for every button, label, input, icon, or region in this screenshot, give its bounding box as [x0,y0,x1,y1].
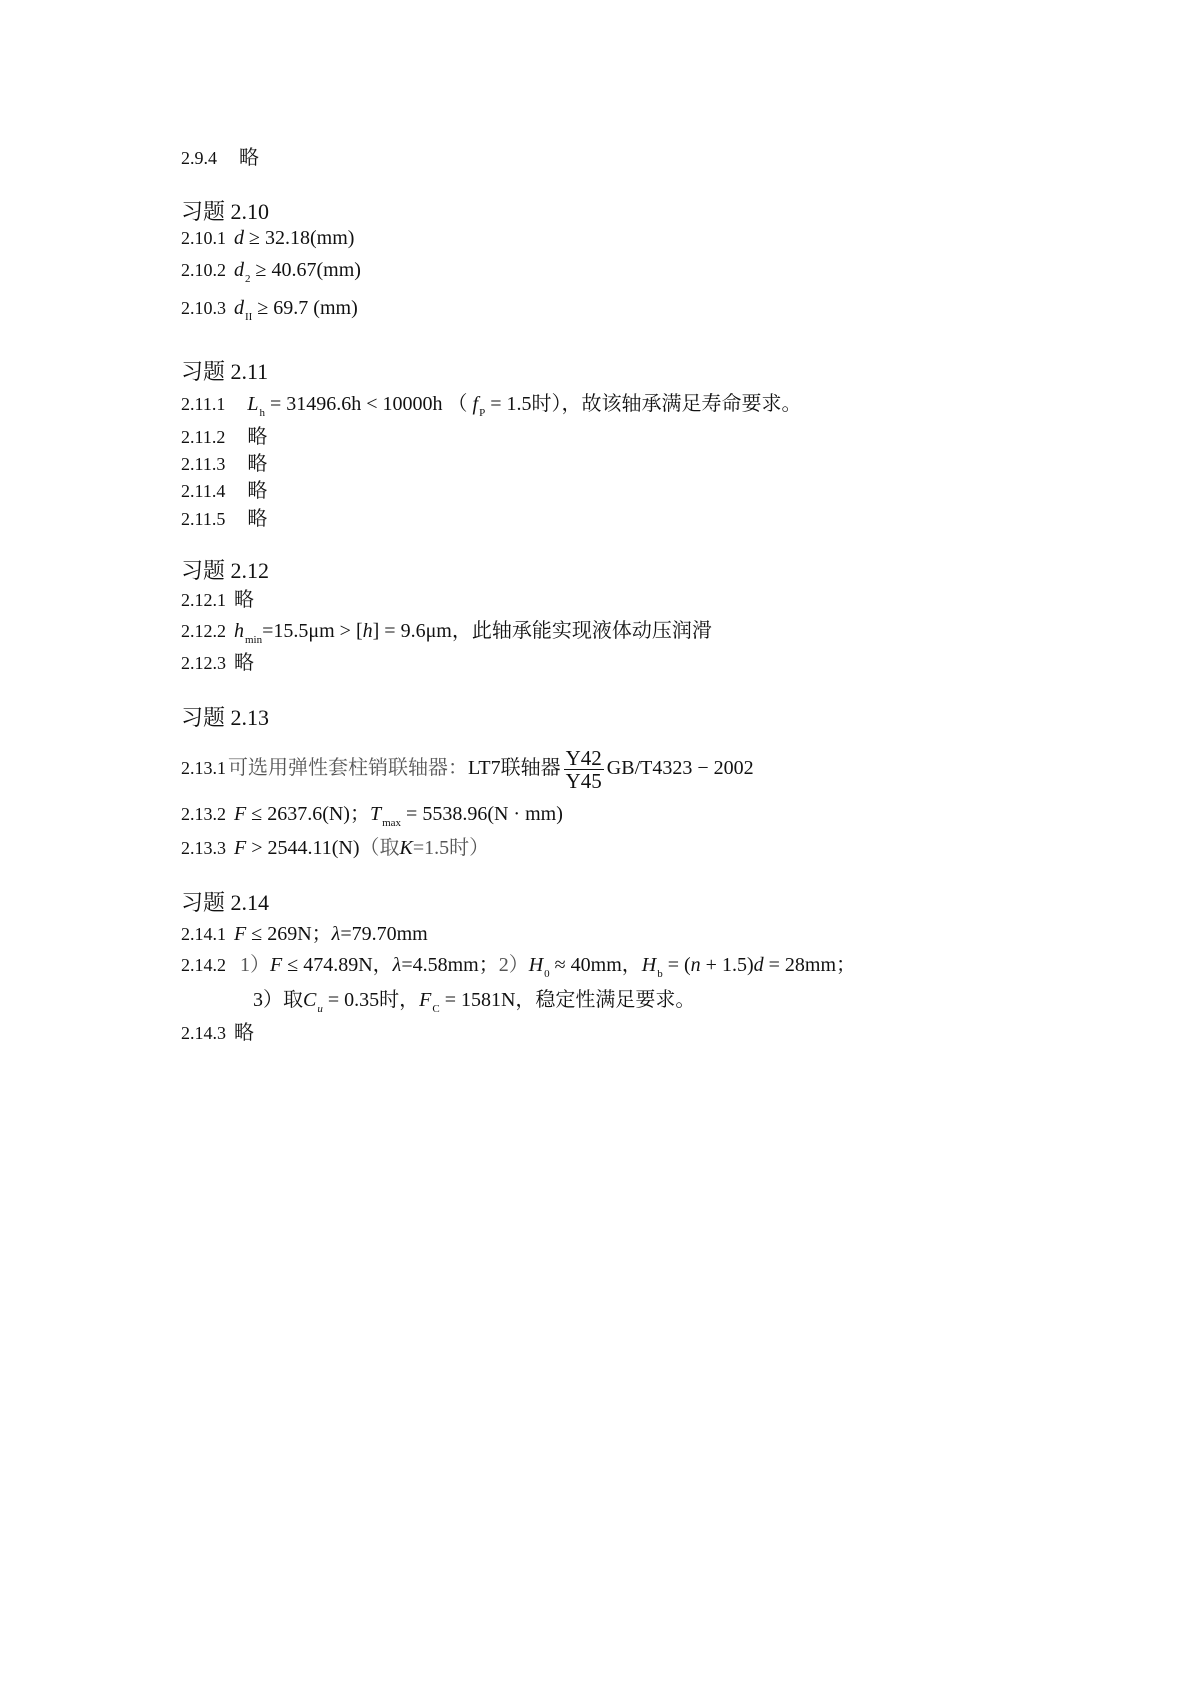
subscript: C [432,1003,440,1015]
var: H [641,954,657,976]
var: F [234,837,247,859]
subscript: P [479,407,486,419]
relation: =4.58mm； [401,954,499,976]
part-label: 1） [240,954,270,976]
item-number: 2.10.3 [181,298,226,318]
section-heading-2-11: 习题 2.11 [181,359,269,384]
item-number: 2.14.3 [181,1023,226,1043]
relation: ≤ 269N； [246,923,332,945]
subscript: b [657,968,663,980]
subscript: min [245,634,263,646]
item-number: 2.12.2 [181,621,226,641]
item-number: 2.13.2 [181,804,226,824]
relation: = 1.5时），故该轴承满足寿命要求。 [485,393,802,415]
item-2-11-3 [181,452,267,476]
item-2-12-3 [181,651,254,675]
item-text: 略 [234,589,254,611]
var: F [270,954,283,976]
fraction-bottom: Y45 [565,768,602,793]
item-2-14-3 [181,1021,254,1045]
item-2-13-1 [181,740,754,796]
var: F [419,989,432,1011]
var: f [472,393,479,415]
item-2-14-1 [181,922,428,946]
var: H [528,954,544,976]
label: 可选用弹性套柱销联轴器： [228,757,468,779]
var: d [234,297,244,319]
item-number: 2.14.2 [181,955,226,975]
subscript: max [382,817,402,829]
relation: = 31496.6h < 10000h （ [264,393,473,415]
item-number: 2.13.3 [181,838,226,858]
subscript: II [245,311,253,323]
coupling-model: LT7联轴器 [468,757,561,779]
var: λ [331,923,341,945]
fraction [564,747,604,792]
item-2-11-4 [181,479,267,503]
var: λ [392,954,402,976]
note: （取 [359,837,400,859]
item-2-12-1 [181,588,254,612]
item-2-11-5 [181,507,267,531]
relation: ] = 9.6μm，此轴承能实现液体动压润滑 [372,620,712,642]
relation: > 2544.11(N) [246,837,360,859]
part-label: 3）取 [253,989,303,1011]
item-number: 2.11.3 [181,454,226,474]
var: d [234,227,244,249]
item-number: 2.12.1 [181,590,226,610]
item-2-14-2 [181,953,856,980]
section-heading-2-14: 习题 2.14 [181,890,270,915]
item-text: 略 [247,480,268,502]
relation: ≤ 2637.6(N)； [246,803,370,825]
relation: ≥ 69.7 (mm) [252,297,358,319]
item-number: 2.12.3 [181,653,226,673]
relation: ≤ 474.89N， [282,954,393,976]
item-2-14-2-part-3 [253,988,695,1015]
item-number: 2.11.4 [181,481,226,501]
note: =1.5时） [412,837,490,859]
relation: = 5538.96(N · mm) [401,803,563,825]
subscript: 0 [544,968,550,980]
section-heading-2-13: 习题 2.13 [181,705,270,730]
var: h [234,620,244,642]
item-2-11-2 [181,425,267,449]
relation: + 1.5) [700,954,754,976]
item-number: 2.13.1 [181,758,226,778]
item-2-10-2 [181,258,361,285]
var: d [753,954,764,976]
item-number: 2.10.1 [181,228,226,248]
relation: = 0.35时， [322,989,420,1011]
item-2-9-4 [181,146,259,170]
var: C [303,989,317,1011]
relation: = 28mm； [763,954,857,976]
relation: =15.5μm > [ [262,620,363,642]
var: d [234,259,244,281]
relation: =79.70mm [340,923,428,945]
item-text: 略 [239,147,259,169]
item-number: 2.11.5 [181,509,226,529]
item-2-10-3 [181,296,358,323]
item-2-12-2 [181,619,712,646]
fraction-top: Y42 [565,745,602,770]
var: F [234,923,247,945]
relation: = 1581N，稳定性满足要求。 [439,989,696,1011]
subscript: h [259,407,265,419]
relation: ≥ 32.18(mm) [244,227,355,249]
relation: ≈ 40mm， [549,954,642,976]
relation: = ( [662,954,691,976]
item-number: 2.14.1 [181,924,226,944]
var: h [362,620,373,642]
var: T [369,803,382,825]
item-number: 2.9.4 [181,148,217,168]
part-label: 2） [498,954,529,976]
item-text: 略 [247,453,268,475]
item-text: 略 [234,1022,254,1044]
item-2-13-3 [181,836,489,860]
subscript: 2 [245,273,251,285]
section-heading-2-12: 习题 2.12 [181,558,270,583]
item-2-13-2 [181,802,563,829]
relation: ≥ 40.67(mm) [250,259,361,281]
var: n [690,954,701,976]
item-number: 2.11.2 [181,427,226,447]
item-number: 2.10.2 [181,260,226,280]
item-2-10-1 [181,226,354,250]
item-number: 2.11.1 [181,394,226,414]
section-heading-2-10: 习题 2.10 [181,199,270,224]
var: K [399,837,413,859]
item-2-11-1 [181,392,802,419]
item-text: 略 [247,508,268,530]
subscript: u [317,1003,323,1015]
item-text: 略 [247,426,268,448]
item-text: 略 [234,652,254,674]
var: F [234,803,247,825]
var: L [247,393,259,415]
standard: GB/T4323 − 2002 [606,757,754,779]
